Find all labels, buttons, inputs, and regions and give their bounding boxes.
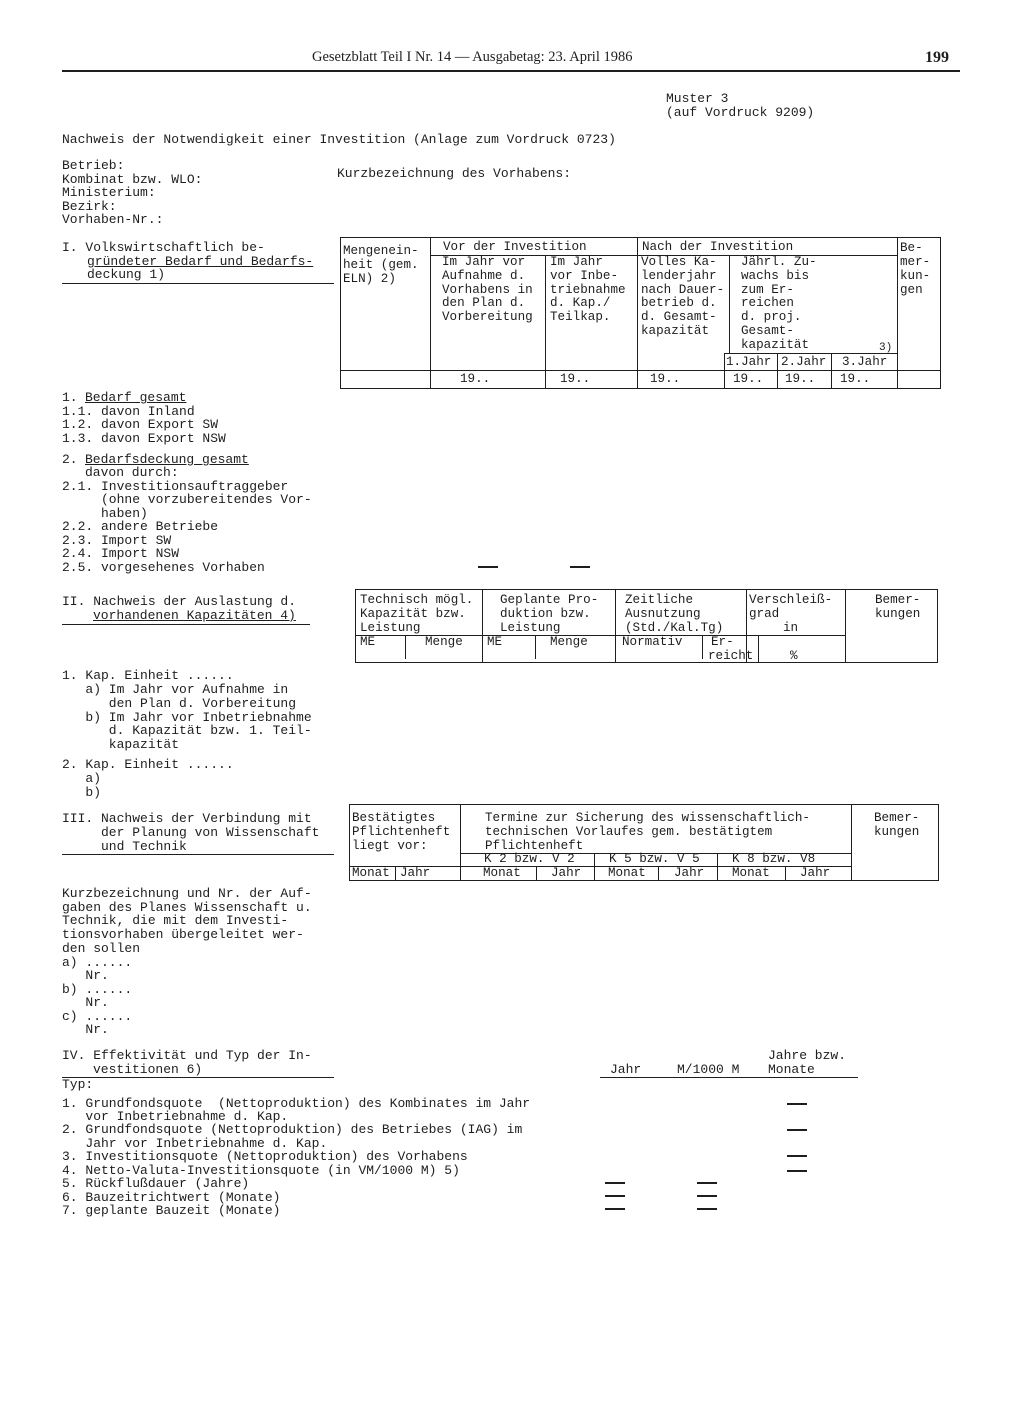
list-item: vor Inbetriebnahme d. Kap.	[62, 1109, 289, 1124]
col-imjahr-inbetrieb-5: Teilkap.	[550, 310, 611, 324]
year-cell: 19..	[460, 372, 491, 386]
col-imjahr-vor-2: Aufnahme d.	[442, 269, 526, 283]
list-item: c) ......	[62, 1009, 133, 1024]
col-mengeneinheit-3: ELN) 2)	[343, 272, 396, 286]
monat-label: Monat	[732, 866, 770, 880]
dash-mark	[697, 1208, 717, 1210]
col-termine-2: technischen Vorlaufes gem. bestätigtem	[485, 825, 773, 839]
col-volles-4: betrieb d.	[641, 296, 717, 310]
col-imjahr-vor-5: Vorbereitung	[442, 310, 533, 324]
monat-label: Monat	[483, 866, 521, 880]
list-item: 1. Grundfondsquote (Nettoproduktion) des Kombinates im Jahr	[62, 1096, 531, 1111]
list-item-num: 1.	[62, 390, 78, 405]
list-item-num: 1.2.	[62, 417, 94, 432]
list-item: Nr.	[62, 968, 109, 983]
section2-title-rule	[62, 624, 310, 625]
list-item: 3. Investitionsquote (Nettoproduktion) des Vorhabens	[62, 1149, 468, 1164]
list-item: gaben des Planes Wissenschaft u.	[62, 900, 312, 915]
list-item: Jahr vor Inbetriebnahme d. Kap.	[62, 1136, 328, 1151]
list-item: Import SW	[101, 533, 172, 548]
year-cell: 19..	[785, 372, 816, 386]
list-item: Nr.	[62, 995, 109, 1010]
col-m-per-1000: M/1000 M	[677, 1062, 740, 1077]
dash-mark	[478, 566, 498, 568]
list-item: 6. Bauzeitrichtwert (Monate)	[62, 1190, 281, 1205]
section1-title-rule	[62, 283, 334, 284]
list-item: andere Betriebe	[101, 519, 219, 534]
col-imjahr-inbetrieb-4: d. Kap./	[550, 296, 611, 310]
col-bemerkungen-4: gen	[900, 283, 923, 297]
col-termine-1: Termine zur Sicherung des wissenschaftlich-	[485, 811, 810, 825]
sub-menge: Menge	[425, 635, 463, 649]
list-item: b)	[62, 785, 102, 800]
section1-title-line3: deckung 1)	[87, 267, 166, 282]
list-item-num: 1.3.	[62, 431, 94, 446]
col-technisch-3: Leistung	[360, 621, 421, 635]
muster-form-ref: (auf Vordruck 9209)	[666, 105, 815, 120]
page-number: 199	[925, 49, 949, 66]
footnote-3: 3)	[879, 342, 893, 354]
field-bezirk: Bezirk:	[62, 199, 117, 214]
section4-columns-rule	[600, 1077, 858, 1078]
col-technisch-2: Kapazität bzw.	[360, 607, 466, 621]
year-cell: 19..	[560, 372, 591, 386]
list-item: Bedarfsdeckung gesamt	[85, 452, 249, 467]
col-volles-3: nach Dauer-	[641, 283, 725, 297]
dash-mark	[787, 1170, 807, 1172]
col-volles-1: Volles Ka-	[641, 255, 717, 269]
dash-mark	[570, 566, 590, 568]
col-geplante-2: duktion bzw.	[500, 607, 591, 621]
col-zeitliche-3: (Std./Kal.Tg)	[625, 621, 724, 635]
list-item-num: 2.1.	[62, 479, 94, 494]
list-item: davon Export SW	[101, 417, 219, 432]
col-jahre-2: Monate	[768, 1062, 815, 1077]
col-jaehrl-6: Gesamt-	[741, 324, 794, 338]
k-label: K 5 bzw. V 5	[609, 852, 700, 866]
list-item: den sollen	[62, 941, 141, 956]
k-label: K 8 bzw. V8	[732, 852, 816, 866]
col-jaehrl-3: zum Er-	[741, 283, 794, 297]
list-item: (ohne vorzubereitendes Vor-	[101, 492, 312, 507]
col-geplante-1: Geplante Pro-	[500, 593, 599, 607]
sub-me: ME	[360, 635, 376, 649]
section1-title-line2: gründeter Bedarf und Bedarfs-	[87, 254, 314, 269]
muster-label: Muster 3	[666, 91, 729, 106]
col-bemerkungen-2: mer-	[900, 255, 931, 269]
jahr-label: Jahr	[800, 866, 831, 880]
monat-label: Monat	[352, 866, 390, 880]
list-item: tionsvorhaben übergeleitet wer-	[62, 927, 304, 942]
col-bemerkungen-3: kun-	[900, 269, 931, 283]
col-imjahr-vor-4: den Plan d.	[442, 296, 526, 310]
nach-investition-header: Nach der Investition	[642, 240, 794, 254]
col-technisch-1: Technisch mögl.	[360, 593, 474, 607]
list-item: Nr.	[62, 1022, 109, 1037]
col-bemerkungen-1: Bemer-	[875, 593, 921, 607]
list-item: haben)	[101, 506, 148, 521]
col-geplante-3: Leistung	[500, 621, 561, 635]
col-volles-6: kapazität	[641, 324, 710, 338]
section3-title-line2: der Planung von Wissenschaft	[101, 825, 320, 840]
field-kombinat: Kombinat bzw. WLO:	[62, 172, 203, 187]
list-item-num: 1.1.	[62, 404, 94, 419]
sub-menge: Menge	[550, 635, 588, 649]
col-jahre-1: Jahre bzw.	[768, 1048, 847, 1063]
list-item: davon Export NSW	[101, 431, 226, 446]
col-imjahr-inbetrieb-2: vor Inbe-	[550, 269, 619, 283]
list-item-num: 2.3.	[62, 533, 94, 548]
list-item-num: 2.	[62, 452, 78, 467]
list-item: 7. geplante Bauzeit (Monate)	[62, 1203, 281, 1218]
section3-title-line1: III. Nachweis der Verbindung mit	[62, 811, 312, 826]
section4-title-rule	[62, 1077, 334, 1078]
dash-mark	[787, 1129, 807, 1131]
col-termine-3: Pflichtenheft	[485, 839, 584, 853]
col-jaehrl-1: Jährl. Zu-	[741, 255, 817, 269]
col-bemerkungen-2: kungen	[875, 607, 921, 621]
section4-title-line2: vestitionen 6)	[93, 1062, 203, 1077]
sub-erreicht-2: reicht	[708, 649, 754, 663]
dash-mark	[605, 1182, 625, 1184]
document-title: Nachweis der Notwendigkeit einer Investition (Anlage zum Vordruck 0723)	[62, 132, 616, 147]
col-pflichtenheft-3: liegt vor:	[352, 839, 428, 853]
col-zeitliche-1: Zeitliche	[625, 593, 694, 607]
list-item: 5. Rückflußdauer (Jahre)	[62, 1176, 250, 1191]
col-jaehrl-5: d. proj.	[741, 310, 802, 324]
col-bemerkungen-2: kungen	[874, 825, 920, 839]
list-item: 4. Netto-Valuta-Investitionsquote (in VM/1000 M) 5)	[62, 1163, 460, 1178]
sub-erreicht-1: Er-	[711, 635, 734, 649]
list-item-num: 2.4.	[62, 546, 94, 561]
section2-title-line1: II. Nachweis der Auslastung d.	[62, 594, 297, 609]
section4-title-line1: IV. Effektivität und Typ der In-	[62, 1048, 312, 1063]
jahr-label: Jahr	[400, 866, 431, 880]
list-item-num: 2.5.	[62, 560, 94, 575]
list-item: d. Kapazität bzw. 1. Teil-	[62, 723, 312, 738]
section2-title-line2: vorhandenen Kapazitäten 4)	[93, 608, 296, 623]
list-item: kapazität	[62, 737, 180, 752]
sub-percent: %	[790, 649, 798, 663]
typ-label: Typ:	[62, 1077, 94, 1092]
k-label: K 2 bzw. V 2	[484, 852, 575, 866]
col-bemerkungen-1: Be-	[900, 241, 923, 255]
list-item: a) Im Jahr vor Aufnahme in	[62, 682, 289, 697]
col-imjahr-inbetrieb-1: Im Jahr	[550, 255, 603, 269]
jahr-label: Jahr	[551, 866, 582, 880]
section1-title-line1: I. Volkswirtschaftlich be-	[62, 240, 265, 255]
list-item: davon Inland	[101, 404, 195, 419]
list-item: Technik, die mit dem Investi-	[62, 913, 289, 928]
list-item: 2. Kap. Einheit ......	[62, 757, 234, 772]
dash-mark	[787, 1155, 807, 1157]
list-item: 1. Kap. Einheit ......	[62, 668, 234, 683]
col-jaehrl-4: reichen	[741, 296, 794, 310]
col-verschleiss-1: Verschleiß-	[749, 593, 833, 607]
col-pflichtenheft-2: Pflichtenheft	[352, 825, 451, 839]
list-item: 2. Grundfondsquote (Nettoproduktion) des Betriebes (IAG) im	[62, 1122, 523, 1137]
header-rule	[62, 70, 960, 72]
list-item-num: 2.2.	[62, 519, 94, 534]
dash-mark	[697, 1182, 717, 1184]
jahr-1: 1.Jahr	[726, 355, 772, 369]
field-ministerium: Ministerium:	[62, 185, 156, 200]
dash-mark	[605, 1208, 625, 1210]
field-betrieb: Betrieb:	[62, 158, 125, 173]
col-imjahr-vor-1: Im Jahr vor	[442, 255, 526, 269]
sub-me: ME	[487, 635, 503, 649]
col-bemerkungen-1: Bemer-	[874, 811, 920, 825]
list-item: Bedarf gesamt	[85, 390, 187, 405]
jahr-3: 3.Jahr	[842, 355, 888, 369]
col-imjahr-vor-3: Vorhabens in	[442, 283, 533, 297]
col-pflichtenheft-1: Bestätigtes	[352, 811, 436, 825]
col-zeitliche-2: Ausnutzung	[625, 607, 701, 621]
monat-label: Monat	[608, 866, 646, 880]
list-item: b) Im Jahr vor Inbetriebnahme	[62, 710, 312, 725]
list-item: davon durch:	[85, 465, 179, 480]
year-cell: 19..	[840, 372, 871, 386]
list-item: a)	[62, 771, 102, 786]
list-item: a) ......	[62, 955, 133, 970]
dash-mark	[787, 1103, 807, 1105]
col-volles-2: lenderjahr	[641, 269, 717, 283]
page-header-title: Gesetzblatt Teil I Nr. 14 — Ausgabetag: 23. April 1986	[312, 49, 633, 65]
year-cell: 19..	[733, 372, 764, 386]
sub-normativ: Normativ	[622, 635, 683, 649]
vor-investition-header: Vor der Investition	[443, 240, 587, 254]
list-item: b) ......	[62, 982, 133, 997]
list-item: den Plan d. Vorbereitung	[62, 696, 297, 711]
field-vorhaben-nr: Vorhaben-Nr.:	[62, 212, 164, 227]
col-imjahr-inbetrieb-3: triebnahme	[550, 283, 626, 297]
dash-mark	[605, 1195, 625, 1197]
col-jaehrl-2: wachs bis	[741, 269, 810, 283]
year-cell: 19..	[650, 372, 681, 386]
list-item: Kurzbezeichnung und Nr. der Auf-	[62, 886, 312, 901]
col-jahr: Jahr	[610, 1062, 642, 1077]
list-item: Import NSW	[101, 546, 180, 561]
section3-title-rule	[62, 854, 334, 855]
list-item: Investitionsauftraggeber	[101, 479, 289, 494]
col-mengeneinheit-2: heit (gem.	[343, 258, 419, 272]
dash-mark	[697, 1195, 717, 1197]
col-verschleiss-3: in	[783, 621, 799, 635]
jahr-label: Jahr	[674, 866, 705, 880]
col-verschleiss-2: grad	[749, 607, 780, 621]
field-kurzbezeichnung: Kurzbezeichnung des Vorhabens:	[337, 166, 572, 181]
list-item: vorgesehenes Vorhaben	[101, 560, 265, 575]
jahr-2: 2.Jahr	[781, 355, 827, 369]
col-jaehrl-7: kapazität	[741, 338, 810, 352]
col-volles-5: d. Gesamt-	[641, 310, 717, 324]
col-mengeneinheit-1: Mengenein-	[343, 244, 419, 258]
section3-title-line3: und Technik	[101, 839, 187, 854]
